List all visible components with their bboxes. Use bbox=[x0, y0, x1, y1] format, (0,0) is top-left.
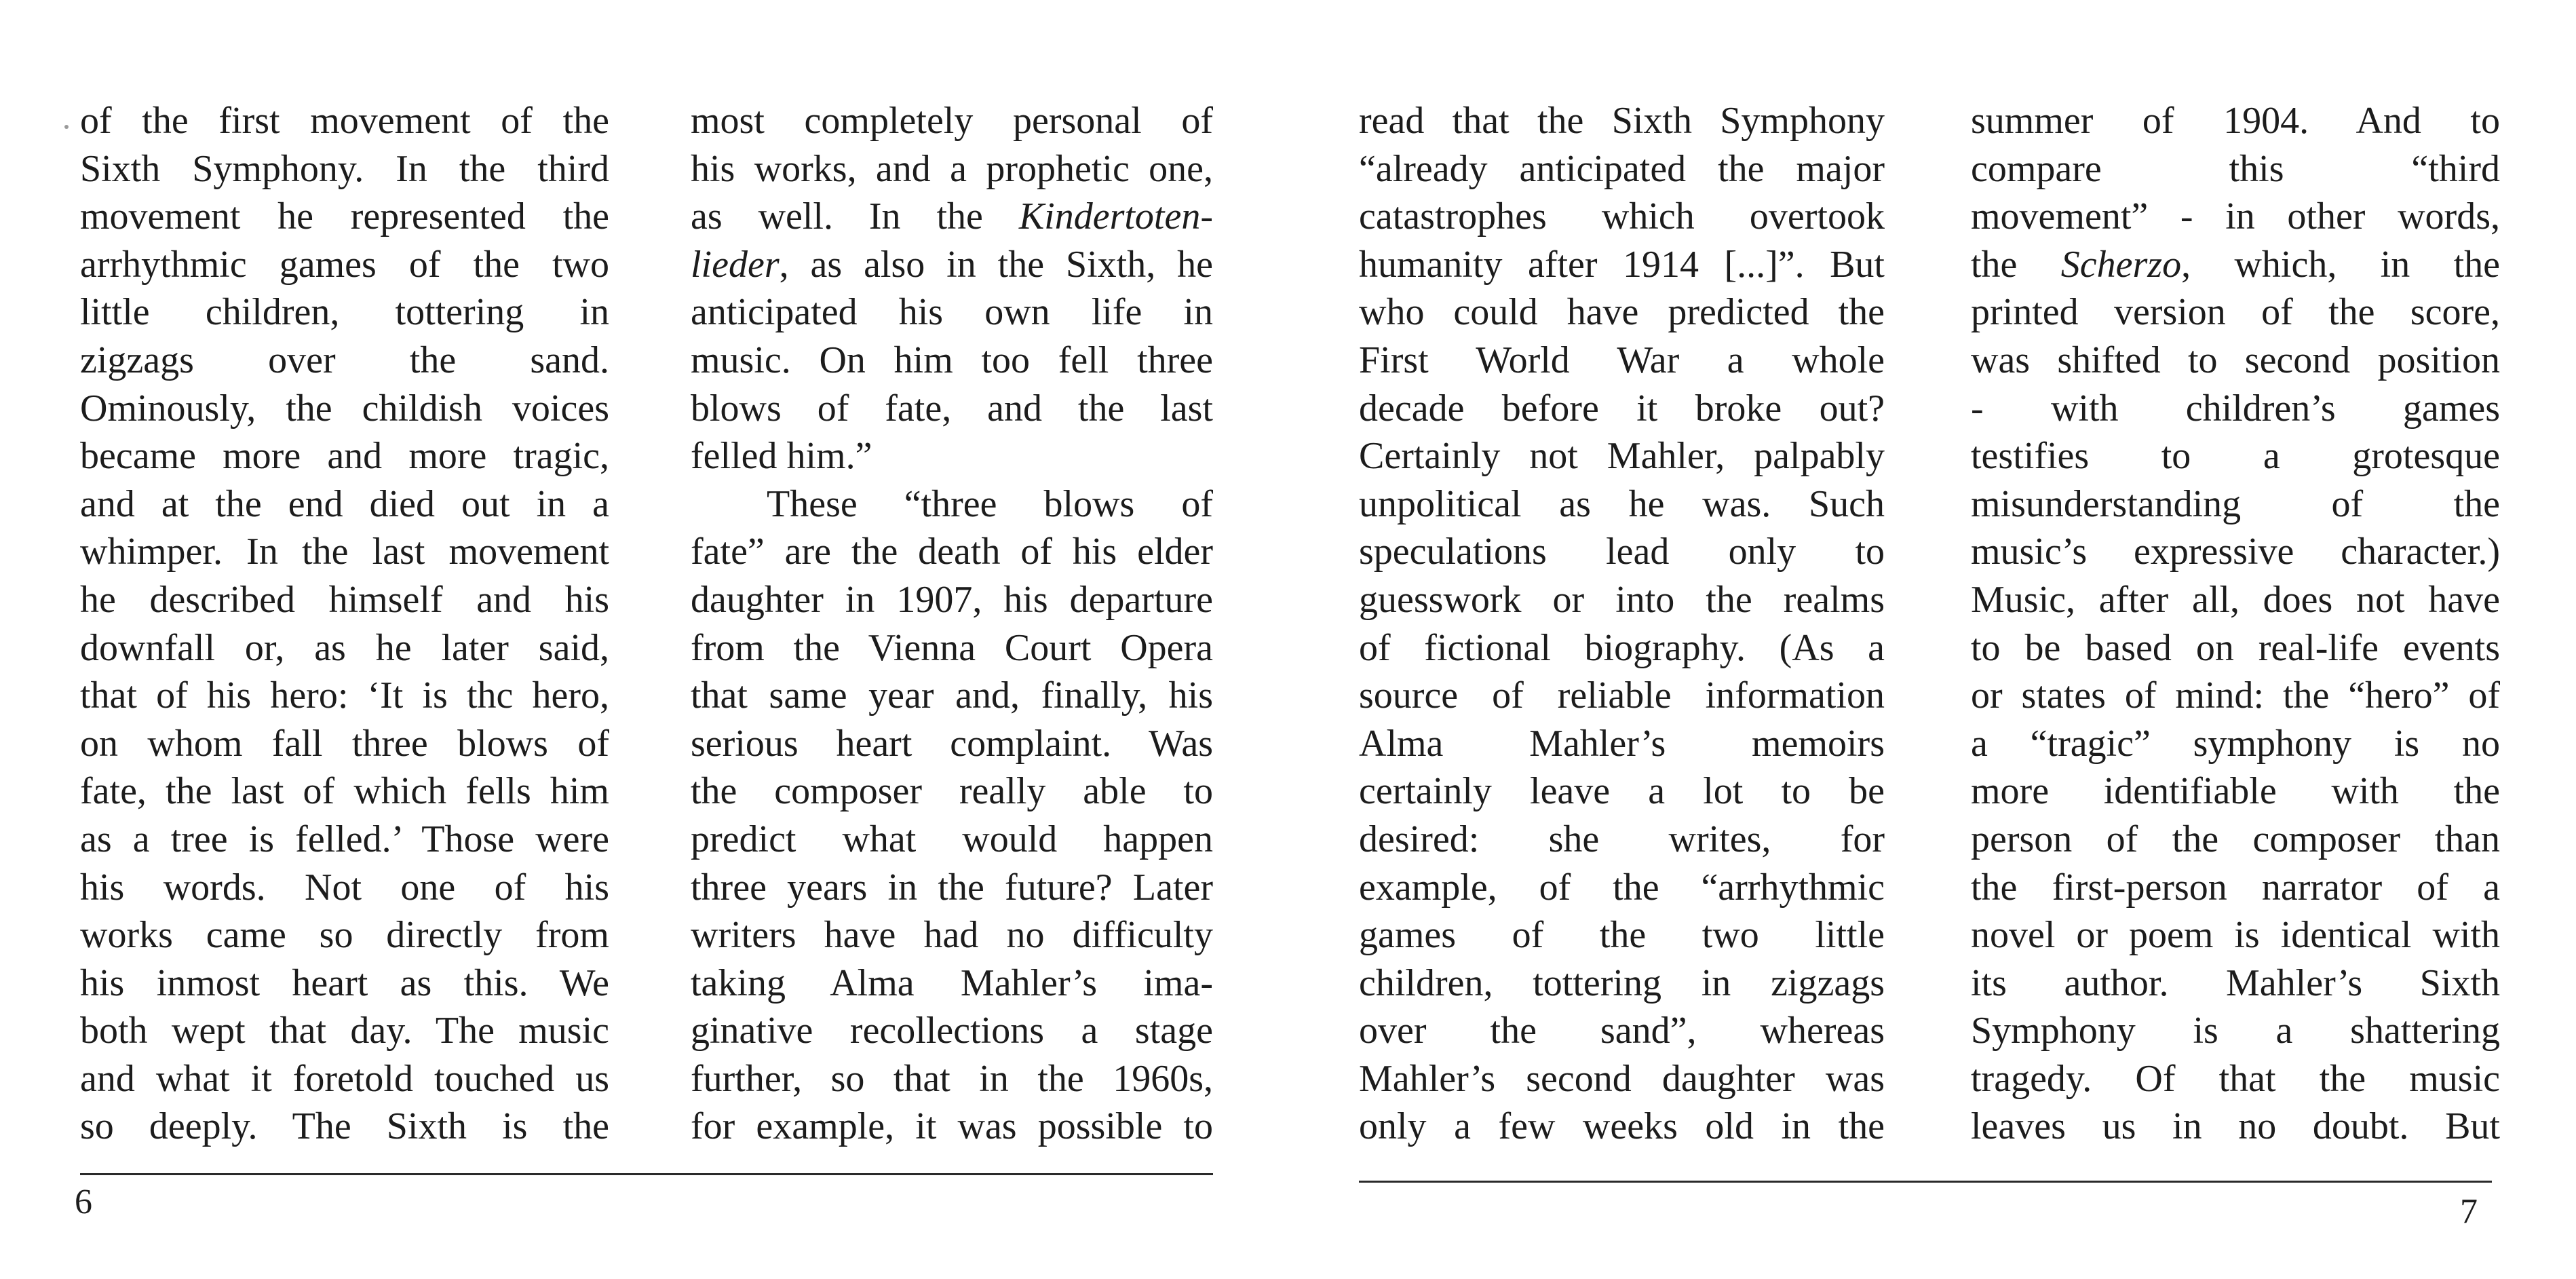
text-line: his inmost heart as this. We bbox=[80, 961, 609, 1004]
text-run: , which, in the bbox=[2181, 243, 2500, 286]
text-line: for example, it was possible to bbox=[691, 1105, 1213, 1148]
text-line: fate” are the death of his elder bbox=[691, 531, 1213, 573]
text-line: was shifted to second position bbox=[1971, 339, 2500, 381]
text-line: daughter in 1907, his departure bbox=[691, 578, 1213, 621]
paragraph-start-line: These “three blows of bbox=[767, 482, 1213, 525]
text-line: example, of the “arrhythmic bbox=[1359, 866, 1885, 909]
text-line: his works, and a prophetic one, bbox=[691, 147, 1213, 190]
text-line: only a few weeks old in the bbox=[1359, 1105, 1885, 1148]
text-line: zigzags over the sand. bbox=[80, 339, 609, 381]
text-line: or states of mind: the “hero” of bbox=[1971, 674, 2500, 717]
text-line: certainly leave a lot to be bbox=[1359, 770, 1885, 813]
text-run: the bbox=[1971, 243, 2018, 286]
text-line: fate, the last of which fells him bbox=[80, 770, 609, 813]
text-line: predict what would happen bbox=[691, 818, 1213, 860]
text-line bbox=[691, 241, 1213, 289]
text-line: further, so that in the 1960s, bbox=[691, 1057, 1213, 1100]
text-line: became more and more tragic, bbox=[80, 435, 609, 478]
text-line: that of his hero: ‘It is thc hero, bbox=[80, 674, 609, 717]
left-page-column-2 bbox=[691, 97, 1220, 1151]
text-line: - with children’s games bbox=[1971, 387, 2500, 429]
text-line: decade before it broke out? bbox=[1359, 387, 1885, 429]
text-line: works came so directly from bbox=[80, 914, 609, 957]
text-line: to be based on real-life events bbox=[1971, 626, 2500, 669]
text-line: novel or poem is identical with bbox=[1971, 914, 2500, 957]
text-line: humanity after 1914 [...]”. But bbox=[1359, 243, 1885, 286]
text-line: printed version of the score, bbox=[1971, 291, 2500, 334]
text-line: desired: she writes, for bbox=[1359, 818, 1885, 860]
text-line: person of the composer than bbox=[1971, 818, 2500, 860]
text-line: that same year and, finally, his bbox=[691, 674, 1213, 717]
text-line: taking Alma Mahler’s ima- bbox=[691, 961, 1213, 1004]
italic-title-kindertotenlieder-end: lieder bbox=[691, 243, 780, 286]
text-line: testifies to a grotesque bbox=[1971, 435, 2500, 478]
text-line: Ominously, the childish voices bbox=[80, 387, 609, 429]
text-line: from the Vienna Court Opera bbox=[691, 626, 1213, 669]
text-line: Music, after all, does not have bbox=[1971, 578, 2500, 621]
text-line: most completely personal of bbox=[691, 100, 1213, 142]
text-line: First World War a whole bbox=[1359, 339, 1885, 381]
text-line: Mahler’s second daughter was bbox=[1359, 1057, 1885, 1100]
text-line: he described himself and his bbox=[80, 578, 609, 621]
text-line: compare this “third bbox=[1971, 147, 2500, 190]
text-line: the first-person narrator of a bbox=[1971, 866, 2500, 909]
text-line: leaves us in no doubt. But bbox=[1971, 1105, 2500, 1148]
text-line: and at the end died out in a bbox=[80, 482, 609, 525]
text-line: his words. Not one of his bbox=[80, 866, 609, 909]
text-line: “already anticipated the major bbox=[1359, 147, 1885, 190]
text-line: and what it foretold touched us bbox=[80, 1057, 609, 1100]
text-line: of the first movement of the bbox=[80, 100, 609, 142]
right-page-column-1 bbox=[1359, 97, 1888, 1151]
text-line: both wept that day. The music bbox=[80, 1010, 609, 1052]
text-line: catastrophes which overtook bbox=[1359, 195, 1885, 238]
text-line: misunderstanding of the bbox=[1971, 482, 2500, 525]
left-page-footer-rule bbox=[80, 1173, 1213, 1175]
text-line: as a tree is felled.’ Those were bbox=[80, 818, 609, 860]
text-line: Sixth Symphony. In the third bbox=[80, 147, 609, 190]
text-line: more identifiable with the bbox=[1971, 770, 2500, 813]
paragraph-end-line: felled him.” bbox=[691, 435, 872, 478]
text-line: arrhythmic games of the two bbox=[80, 243, 609, 286]
text-line: speculations lead only to bbox=[1359, 531, 1885, 573]
text-line: anticipated his own life in bbox=[691, 291, 1213, 334]
left-page-column-1 bbox=[80, 97, 609, 1151]
text-line: so deeply. The Sixth is the bbox=[80, 1105, 609, 1148]
text-line: guesswork or into the realms bbox=[1359, 578, 1885, 621]
text-line: movement he represented the bbox=[80, 195, 609, 238]
right-page-footer-rule bbox=[1359, 1181, 2492, 1183]
text-line: children, tottering in zigzags bbox=[1359, 961, 1885, 1004]
text-line: the composer really able to bbox=[691, 770, 1213, 813]
text-line: its author. Mahler’s Sixth bbox=[1971, 961, 2500, 1004]
text-line: little children, tottering in bbox=[80, 291, 609, 334]
text-line bbox=[691, 193, 1213, 241]
text-line: tragedy. Of that the music bbox=[1971, 1057, 2500, 1100]
text-line: summer of 1904. And to bbox=[1971, 100, 2500, 142]
text-line: music’s expressive character.) bbox=[1971, 531, 2500, 573]
text-line bbox=[1971, 241, 2500, 289]
text-line: Alma Mahler’s memoirs bbox=[1359, 722, 1885, 765]
text-line: music. On him too fell three bbox=[691, 339, 1213, 381]
text-line: ginative recollections a stage bbox=[691, 1010, 1213, 1052]
page-number-left: 6 bbox=[75, 1183, 92, 1221]
text-line: Symphony is a shattering bbox=[1971, 1010, 2500, 1052]
page-number-right: 7 bbox=[2460, 1192, 2478, 1231]
text-line: read that the Sixth Symphony bbox=[1359, 100, 1885, 142]
text-line: Certainly not Mahler, palpably bbox=[1359, 435, 1885, 478]
text-line: writers have had no difficulty bbox=[691, 914, 1213, 957]
text-line: whimper. In the last movement bbox=[80, 531, 609, 573]
text-line: serious heart complaint. Was bbox=[691, 722, 1213, 765]
text-line: unpolitical as he was. Such bbox=[1359, 482, 1885, 525]
text-line: movement” - in other words, bbox=[1971, 195, 2500, 238]
text-line: on whom fall three blows of bbox=[80, 722, 609, 765]
text-line: downfall or, as he later said, bbox=[80, 626, 609, 669]
text-line: games of the two little bbox=[1359, 914, 1885, 957]
text-line: over the sand”, whereas bbox=[1359, 1010, 1885, 1052]
text-line: blows of fate, and the last bbox=[691, 387, 1213, 429]
text-line: of fictional biography. (As a bbox=[1359, 626, 1885, 669]
text-run: , as also in the Sixth, he bbox=[779, 243, 1213, 286]
scan-speck bbox=[64, 125, 69, 129]
text-run: as well. In the bbox=[691, 195, 983, 238]
text-line: who could have predicted the bbox=[1359, 291, 1885, 334]
text-line: source of reliable information bbox=[1359, 674, 1885, 717]
text-line: three years in the future? Later bbox=[691, 866, 1213, 909]
right-page-column-2 bbox=[1971, 97, 2500, 1151]
italic-title-kindertotenlieder: Kindertoten- bbox=[1018, 195, 1213, 238]
text-line: a “tragic” symphony is no bbox=[1971, 722, 2500, 765]
italic-term-scherzo: Scherzo bbox=[2060, 243, 2182, 286]
